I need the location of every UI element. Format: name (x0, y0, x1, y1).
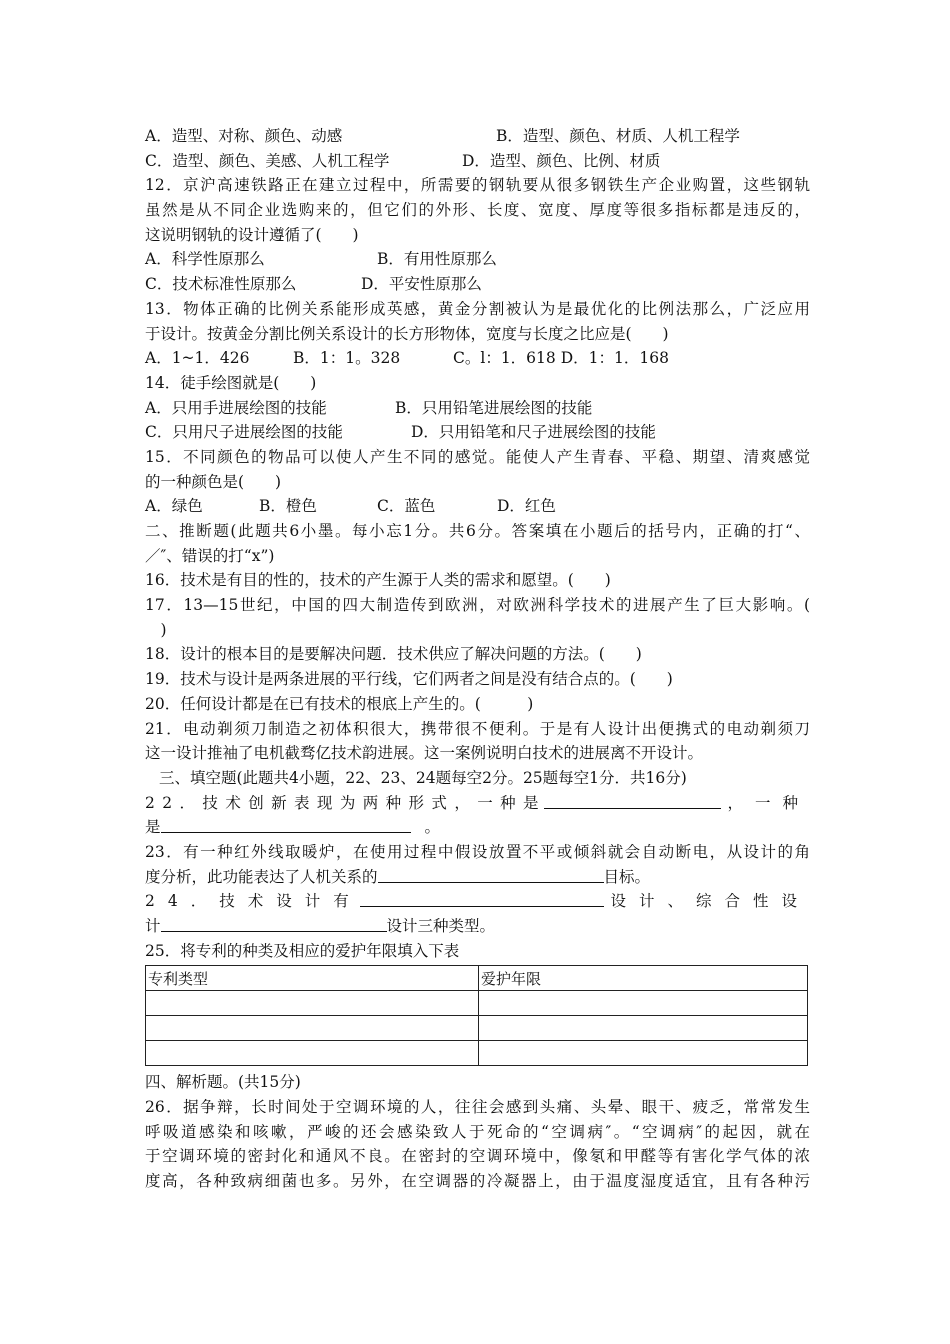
q17-line-1: 17．13—15世纪，中国的四大制造传到欧洲，对欧洲科学技术的进展产生了巨大影响。( (145, 596, 810, 615)
q23-text-1: 度分析，此功能表达了人机关系的 (145, 867, 378, 886)
q24-text-1: 24．技术设计有 (145, 892, 362, 911)
q15-option-d: D．红色 (497, 497, 556, 516)
q19: 19．技术与设计是两条进展的平行线，它们两者之间是没有结合点的。( ) (145, 670, 673, 689)
q26-line-4: 度高，各种致病细菌也多。另外，在空调器的冷凝器上，由于温度湿度适宜，且有各种污 (145, 1172, 810, 1191)
q26-line-2: 呼吸道感染和咳嗽，严峻的还会感染致人于死命的“空调病″。“空调病″的起因，就在 (145, 1122, 810, 1141)
q22-line-1 (145, 791, 810, 816)
q12-options-row-2 (145, 272, 810, 297)
q14-options-row-2 (145, 420, 810, 445)
q24-blank-1[interactable] (360, 889, 605, 907)
q12-line-1: 12．京沪高速铁路正在建立过程中，所需要的钢轨要从很多钢铁生产企业购置，这些钢轨 (145, 176, 810, 195)
q22-blank-1[interactable] (544, 791, 722, 809)
q12-options-row-1 (145, 247, 810, 272)
q13-options-row (145, 346, 810, 371)
q12-option-c: C．技术标准性原那么 (145, 275, 297, 294)
q15-options-row (145, 494, 810, 519)
q18: 18．设计的根本目的是要解决问题．技术供应了解决问题的方法。( ) (145, 645, 642, 664)
table-row (146, 1041, 808, 1066)
q24-text-3: 计 (145, 917, 161, 935)
q14-option-d: D．只用铅笔和尺子进展绘图的技能 (411, 423, 656, 442)
q11-option-b: B．造型、颜色、材质、人机工程学 (496, 127, 740, 145)
table-cell[interactable] (479, 1016, 808, 1041)
q13-option-a: A．1~1．426 (145, 349, 250, 368)
q24-line-2 (145, 914, 810, 939)
q12-line-3: 这说明钢轨的设计遵循了( ) (145, 225, 359, 244)
q23-blank[interactable] (378, 865, 604, 883)
table-row (146, 991, 808, 1016)
q13-line-2: 于设计。按黄金分割比例关系设计的长方形物体，宽度与长度之比应是( ) (145, 324, 669, 343)
q12-option-d: D．平安性原那么 (361, 275, 482, 294)
table-cell[interactable] (479, 1041, 808, 1066)
q21-line-1: 21．电动剃须刀制造之初体积很大，携带很不便利。于是有人设计出便携式的电动剃须刀 (145, 719, 810, 738)
q25-line-1: 25．将专利的种类及相应的爱护年限填入下表 (145, 941, 460, 960)
q15-option-a: A．绿色 (145, 497, 203, 516)
table-row (146, 1016, 808, 1041)
table-cell[interactable] (146, 991, 479, 1016)
patent-table (145, 965, 808, 1066)
q13-line-1: 13．物体正确的比例关系能形成英感，黄金分割被认为是最优化的比例法那么，广泛应用 (145, 299, 810, 318)
table-cell[interactable] (146, 1041, 479, 1066)
q24-line-1 (145, 889, 810, 914)
section-2-heading-line-1: 二、推断题(此题共6小墨。每小忘1分。共6分。答案填在小题后的括号内，正确的打“、 (145, 522, 810, 540)
q13-option-cd: C。l：1．618 D．1：1．168 (453, 349, 669, 368)
q24-text-4: 设计三种类型。 (386, 917, 496, 935)
q22-line-2 (145, 815, 810, 840)
exam-page (145, 124, 810, 1194)
q22-text-4: 。 (424, 818, 441, 837)
q15-line-1: 15．不同颜色的物品可以使人产生不同的感觉。能使人产生青春、平稳、期望、清爽感觉 (145, 447, 810, 466)
q24-text-2: 设计、综合性设 (610, 892, 810, 911)
q22-text-3: 是 (145, 818, 161, 837)
q23-line-1: 23．有一种红外线取暖炉，在使用过程中假设放置不平或倾斜就会自动断电，从设计的角 (145, 842, 810, 861)
table-cell[interactable] (146, 1016, 479, 1041)
q14-options-row-1 (145, 396, 810, 421)
q14-option-c: C．只用尺子进展绘图的技能 (145, 423, 343, 442)
table-row (146, 966, 808, 991)
q23-text-2: 目标。 (603, 867, 651, 886)
table-cell[interactable] (479, 991, 808, 1016)
q11-option-d: D．造型、颜色、比例、材质 (462, 151, 661, 170)
q24-blank-2[interactable] (161, 914, 387, 932)
q14-option-a: A．只用手进展绘图的技能 (145, 398, 327, 417)
q17-line-2: ) (145, 620, 167, 639)
section-4-heading: 四、解析题。(共15分) (145, 1073, 301, 1092)
section-3-heading: 三、填空题(此题共4小题，22、23、24题每空2分。25题每空1分．共16分) (159, 768, 687, 787)
patent-type-header: 专利类型 (146, 966, 479, 991)
protection-period-header: 爱护年限 (479, 966, 808, 991)
q15-line-2: 的一种颜色是( ) (145, 472, 282, 491)
q21-line-2: 这一设计推袖了电机截骛亿技术韵进展。这一案例说明白技术的进展离不开设计。 (145, 744, 704, 763)
q16: 16．技术是有目的性的，技术的产生源于人类的需求和愿望。( ) (145, 571, 611, 590)
q26-line-1: 26．据争辩，长时间处于空调环境的人，往往会感到头痛、头晕、眼干、疲乏，常常发生 (145, 1098, 810, 1117)
q23-line-2 (145, 865, 810, 890)
q13-option-b: B．1：1。328 (293, 349, 401, 368)
q20: 20．任何设计都是在已有技术的根底上产生的。( ) (145, 694, 534, 713)
q15-option-b: B．橙色 (259, 497, 317, 516)
q11-options-row-1 (145, 124, 810, 149)
q15-option-c: C．蓝色 (377, 497, 436, 516)
q22-text-2: ，一种 (727, 793, 810, 812)
q12-line-2: 虽然是从不同企业选购来的，但它们的外形、长度、宽度、厚度等很多指标都是违反的， (145, 201, 810, 220)
q14-line-1: 14．徒手绘图就是( ) (145, 373, 317, 392)
q14-option-b: B．只用铅笔进展绘图的技能 (395, 398, 593, 417)
section-2-heading-line-2: ／″、错误的打“x”) (145, 546, 275, 565)
q26-line-3: 于空调环境的密封化和通风不良。在密封的空调环境中，像氡和甲醛等有害化学气体的浓 (145, 1147, 810, 1166)
q12-option-a: A．科学性原那么 (145, 250, 265, 269)
q11-options-row-2 (145, 149, 810, 174)
q11-option-a: A．造型、对称、颜色、动感 (145, 127, 343, 145)
q22-text-1: 22．技术创新表现为两种形式，一种是 (145, 793, 546, 812)
q12-option-b: B．有用性原那么 (377, 250, 497, 269)
q22-blank-2[interactable] (161, 815, 411, 833)
q11-option-c: C．造型、颜色、美感、人机工程学 (145, 151, 390, 170)
